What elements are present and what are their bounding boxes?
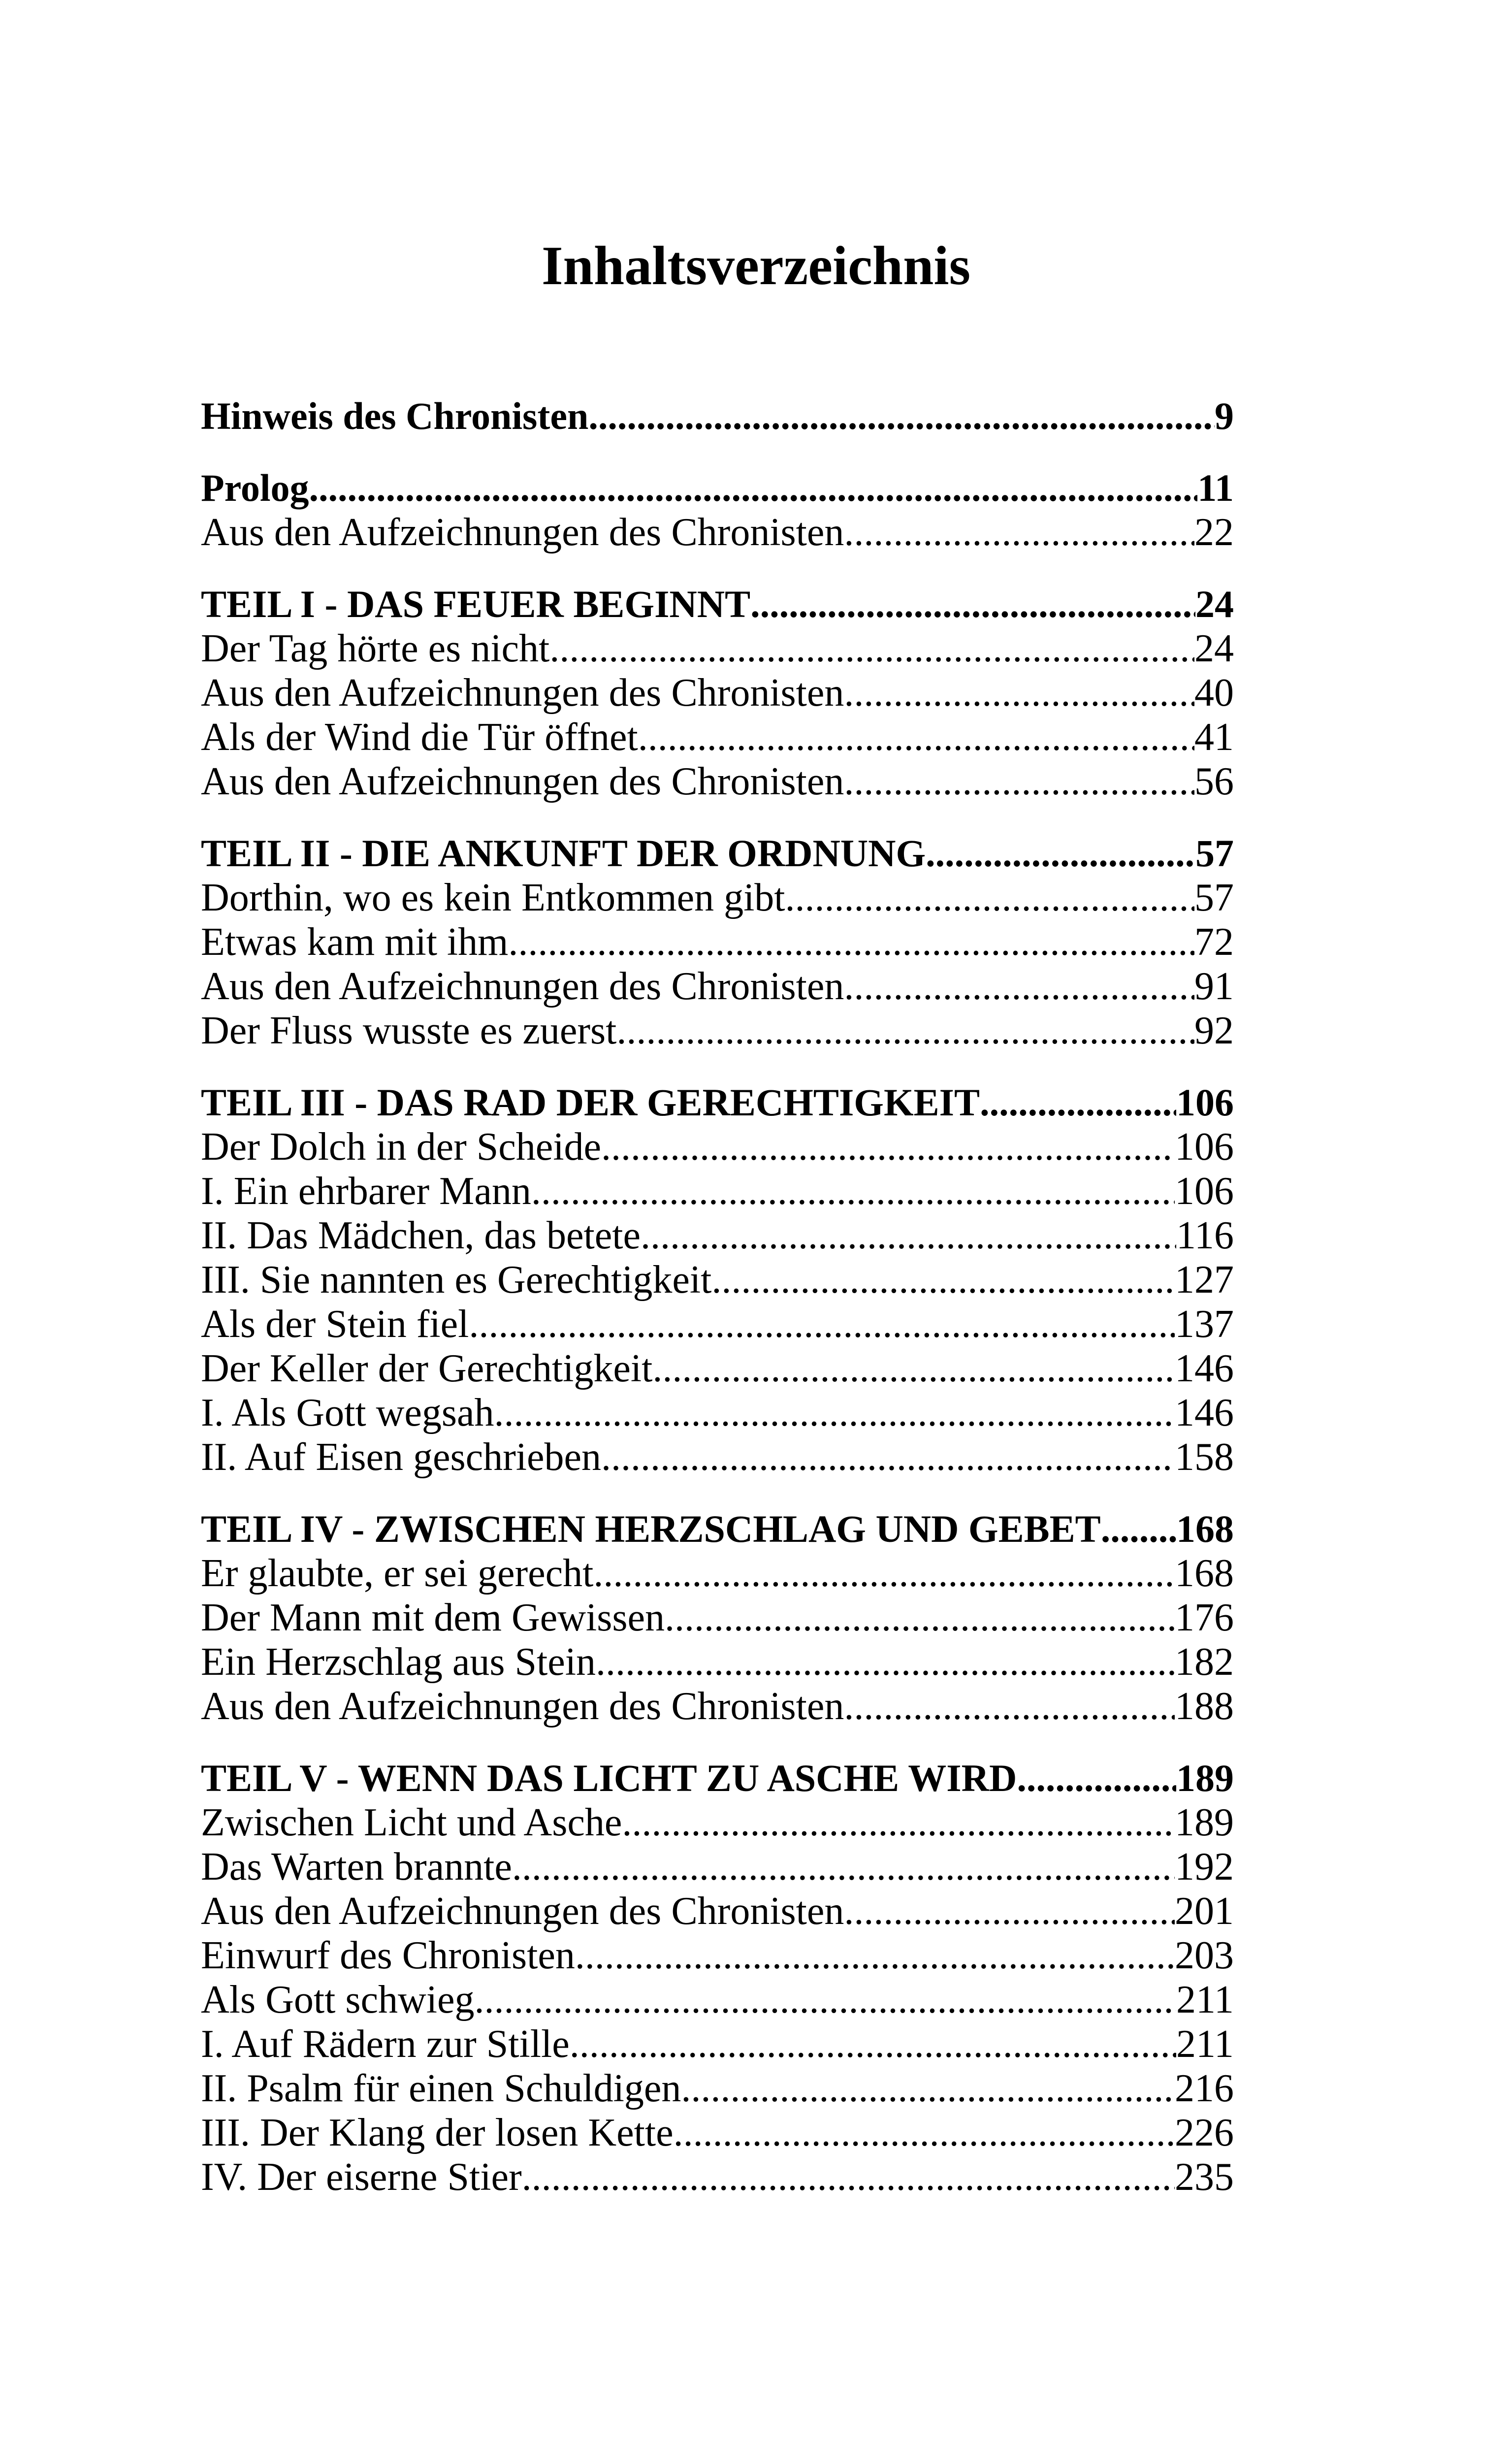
toc-entry-title: Als der Wind die Tür öffnet [201,716,638,759]
dot-leader [844,1889,1175,1933]
toc-entry[interactable] [201,1933,1234,1978]
toc-entry[interactable] [201,626,1234,671]
toc-entry-title: Als Gott schwieg [201,1978,475,2021]
toc-page-number: 92 [1194,1009,1234,1052]
toc-entry-title: Der Keller der Gerechtigkeit [201,1347,653,1390]
dot-leader [549,626,1194,671]
toc-entry[interactable] [201,1213,1234,1258]
toc-entry-title: III. Der Klang der losen Kette [201,2111,674,2154]
toc-entry-title: Der Dolch in der Scheide [201,1125,602,1169]
toc-entry[interactable] [201,671,1234,715]
toc-entry[interactable] [201,1978,1234,2022]
toc-page-number: 24 [1194,627,1234,670]
dot-leader [575,1933,1175,1978]
toc-entry[interactable] [201,1640,1234,1684]
toc-entry[interactable] [201,1684,1234,1728]
toc-entry[interactable] [201,1125,1234,1169]
dot-leader [622,1800,1175,1845]
toc-page-number: 146 [1175,1391,1234,1434]
toc-section [201,1756,1234,2199]
dot-leader [674,2111,1175,2155]
toc-entry[interactable] [201,2155,1234,2199]
dot-leader [512,1845,1175,1889]
toc-entry-title: Einwurf des Chronisten [201,1934,575,1977]
toc-page-number: 146 [1175,1347,1234,1390]
toc-page-number: 235 [1175,2155,1234,2199]
dot-leader [844,964,1194,1009]
dot-leader [1017,1756,1176,1800]
toc-page-number: 40 [1194,671,1234,715]
toc-entry[interactable] [201,876,1234,920]
toc-entry-title: I. Auf Rädern zur Stille [201,2022,570,2066]
toc-entry[interactable] [201,1845,1234,1889]
toc-entry[interactable] [201,2022,1234,2066]
dot-leader [469,1302,1175,1346]
toc-page-number: 57 [1194,876,1234,919]
dot-leader [750,582,1195,626]
toc-page-number: 56 [1194,760,1234,803]
toc-part-heading[interactable] [201,582,1234,626]
dot-leader [665,1596,1175,1640]
toc-page-number: 72 [1194,920,1234,964]
page-title: Inhaltsverzeichnis [541,235,971,296]
toc-page-number: 24 [1195,583,1234,625]
toc-entry-title: TEIL V - WENN DAS LICHT ZU ASCHE WIRD [201,1757,1017,1799]
toc-entry-title: Aus den Aufzeichnungen des Chronisten [201,760,844,803]
dot-leader [601,1435,1175,1479]
toc-page-number: 116 [1176,1214,1234,1257]
dot-leader [785,876,1194,920]
toc-entry[interactable] [201,920,1234,964]
toc-page-number: 211 [1176,2022,1234,2066]
dot-leader [844,510,1194,554]
dot-leader [570,2022,1176,2066]
dot-leader [508,920,1194,964]
toc-entry-title: Aus den Aufzeichnungen des Chronisten [201,1685,844,1728]
toc-entry[interactable] [201,1435,1234,1479]
toc-entry[interactable] [201,715,1234,759]
toc-entry-title: II. Das Mädchen, das betete [201,1214,641,1257]
dot-leader [926,831,1195,876]
dot-leader [596,1640,1175,1684]
dot-leader [641,1213,1176,1258]
dot-leader [681,2066,1175,2111]
toc-page-number: 127 [1175,1258,1234,1302]
toc-entry-title: I. Ein ehrbarer Mann [201,1170,531,1213]
toc-entry-title: II. Psalm für einen Schuldigen [201,2067,681,2110]
toc-entry-title: TEIL III - DAS RAD DER GERECHTIGKEIT [201,1081,980,1124]
dot-leader [475,1978,1176,2022]
toc-entry-title: I. Als Gott wegsah [201,1391,494,1434]
toc-page-number: 189 [1175,1801,1234,1844]
toc-page-number: 176 [1175,1596,1234,1639]
dot-leader [980,1080,1176,1125]
toc-entry[interactable] [201,1391,1234,1435]
toc-entry-title: Prolog [201,466,309,509]
toc-entry[interactable] [201,759,1234,804]
toc-entry-title: Etwas kam mit ihm [201,920,509,964]
toc-page-number: 57 [1195,832,1234,875]
toc-page-number: 216 [1175,2067,1234,2110]
toc-entry-title: IV. Der eiserne Stier [201,2155,522,2199]
dot-leader [638,715,1194,759]
toc-entry-title: Ein Herzschlag aus Stein [201,1640,596,1684]
toc-page-number: 9 [1215,394,1234,437]
toc-entry-title: Der Fluss wusste es zuerst [201,1009,617,1052]
toc-page-number: 211 [1176,1978,1234,2021]
toc-part-heading[interactable] [201,1080,1234,1125]
toc-entry-title: Hinweis des Chronisten [201,394,589,437]
toc-entry-title: Aus den Aufzeichnungen des Chronisten [201,671,844,715]
toc-entry[interactable] [201,1302,1234,1346]
toc-page-number: 182 [1175,1640,1234,1684]
toc-entry[interactable] [201,1009,1234,1053]
dot-leader [616,1009,1194,1053]
dot-leader [309,466,1198,510]
toc-entry[interactable] [201,510,1234,554]
toc-entry[interactable] [201,1889,1234,1933]
dot-leader [601,1125,1175,1169]
toc-entry-title: Aus den Aufzeichnungen des Chronisten [201,511,844,554]
toc-page-number: 192 [1175,1845,1234,1889]
toc-entry-title: TEIL IV - ZWISCHEN HERZSCHLAG UND GEBET [201,1507,1101,1550]
dot-leader [588,394,1215,438]
toc-part-heading[interactable] [201,466,1234,510]
toc-entry-title: Dorthin, wo es kein Entkommen gibt [201,876,785,919]
dot-leader [711,1258,1175,1302]
toc-entry-title: Der Tag hörte es nicht [201,627,550,670]
toc-entry-title: TEIL I - DAS FEUER BEGINNT [201,583,751,625]
dot-leader [844,671,1194,715]
toc-page-number: 41 [1194,716,1234,759]
toc-entry[interactable] [201,1800,1234,1845]
toc-page-number: 106 [1175,1170,1234,1213]
toc-entry-title: Der Mann mit dem Gewissen [201,1596,665,1639]
table-of-contents [201,394,1234,2227]
dot-leader [531,1169,1175,1213]
toc-page-number: 226 [1175,2111,1234,2154]
toc-entry-title: Er glaubte, er sei gerecht [201,1552,594,1595]
dot-leader [494,1391,1175,1435]
toc-section [201,1507,1234,1728]
toc-entry[interactable] [201,1596,1234,1640]
toc-page-number: 168 [1176,1507,1234,1550]
toc-page-number: 189 [1176,1757,1234,1799]
toc-page-number: 11 [1197,466,1234,509]
toc-page-number: 158 [1175,1435,1234,1479]
toc-entry-title: Das Warten brannte [201,1845,512,1889]
dot-leader [844,759,1194,804]
toc-entry-title: Aus den Aufzeichnungen des Chronisten [201,1889,844,1933]
toc-entry[interactable] [201,964,1234,1009]
toc-page-number: 188 [1175,1685,1234,1728]
toc-page-number: 201 [1175,1889,1234,1933]
dot-leader [844,1684,1175,1728]
toc-entry-title: Aus den Aufzeichnungen des Chronisten [201,965,844,1008]
toc-section [201,582,1234,804]
toc-part-heading[interactable] [201,394,1234,438]
toc-page-number: 91 [1194,965,1234,1008]
dot-leader [1101,1507,1176,1551]
toc-page-number: 106 [1175,1125,1234,1169]
toc-entry[interactable] [201,2111,1234,2155]
toc-entry[interactable] [201,2066,1234,2111]
toc-page-number: 168 [1175,1552,1234,1595]
toc-part-heading[interactable] [201,1507,1234,1551]
toc-section [201,466,1234,554]
toc-part-heading[interactable] [201,831,1234,876]
toc-section [201,394,1234,438]
dot-leader [593,1551,1175,1596]
toc-page-number: 22 [1194,511,1234,554]
toc-part-heading[interactable] [201,1756,1234,1800]
toc-section [201,831,1234,1053]
toc-entry[interactable] [201,1258,1234,1302]
dot-leader [522,2155,1175,2199]
toc-entry-title: II. Auf Eisen geschrieben [201,1435,602,1479]
toc-section [201,1080,1234,1479]
toc-entry-title: Als der Stein fiel [201,1303,469,1346]
toc-entry[interactable] [201,1169,1234,1213]
toc-page-number: 203 [1175,1934,1234,1977]
toc-page-number: 106 [1176,1081,1234,1124]
toc-page-number: 137 [1175,1303,1234,1346]
dot-leader [652,1346,1175,1391]
toc-entry-title: TEIL II - DIE ANKUNFT DER ORDNUNG [201,832,926,875]
toc-entry[interactable] [201,1346,1234,1391]
toc-entry-title: Zwischen Licht und Asche [201,1801,622,1844]
toc-entry-title: III. Sie nannten es Gerechtigkeit [201,1258,712,1302]
toc-entry[interactable] [201,1551,1234,1596]
